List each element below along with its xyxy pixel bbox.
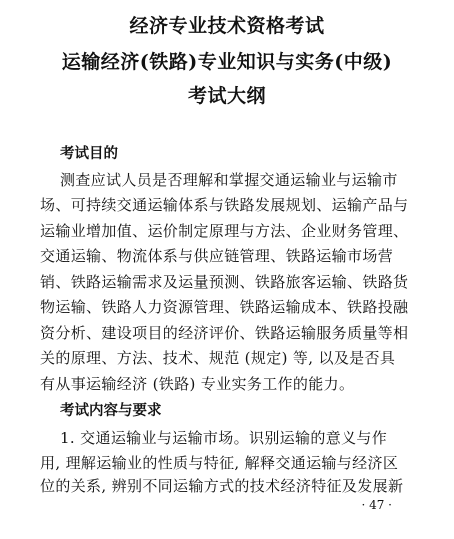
- subject-title: 运输经济(铁路)专业知识与实务(中级): [61, 51, 393, 73]
- paragraph-line: 用, 理解运输业的性质与特征, 解释交通运输与经济区: [40, 454, 399, 472]
- paragraph-line: 物运输、铁路人力资源管理、铁路运输成本、铁路投融: [40, 298, 409, 316]
- paragraph-line: 关的原理、方法、技术、规范 (规定) 等, 以及是否具: [40, 349, 396, 367]
- paragraph-line: 有从事运输经济 (铁路) 专业实务工作的能力。: [40, 375, 355, 393]
- paragraph-line: 场、可持续交通运输体系与铁路发展规划、运输产品与: [40, 196, 409, 214]
- exam-title: 经济专业技术资格考试: [129, 15, 325, 37]
- paragraph-line: 测查应试人员是否理解和掌握交通运输业与运输市: [60, 171, 398, 189]
- paragraph-line: 运输业增加值、运价制定原理与方法、企业财务管理、: [40, 222, 409, 240]
- paragraph-line: 资分析、建设项目的经济评价、铁路运输服务质量等相: [40, 324, 409, 342]
- paragraph-line: 1. 交通运输业与运输市场。识别运输的意义与作: [60, 429, 388, 447]
- syllabus-title: 考试大纲: [187, 85, 266, 107]
- paragraph-line: 位的关系, 辨别不同运输方式的技术经济特征及发展新: [40, 477, 404, 495]
- paragraph-line: 交通运输、物流体系与供应链管理、铁路运输市场营: [40, 247, 394, 265]
- content-heading: 考试内容与要求: [60, 403, 162, 419]
- purpose-heading: 考试目的: [60, 146, 118, 162]
- paragraph-line: 销、铁路运输需求及运量预测、铁路旅客运输、铁路货: [40, 273, 409, 291]
- page-number: · 47 ·: [361, 498, 392, 512]
